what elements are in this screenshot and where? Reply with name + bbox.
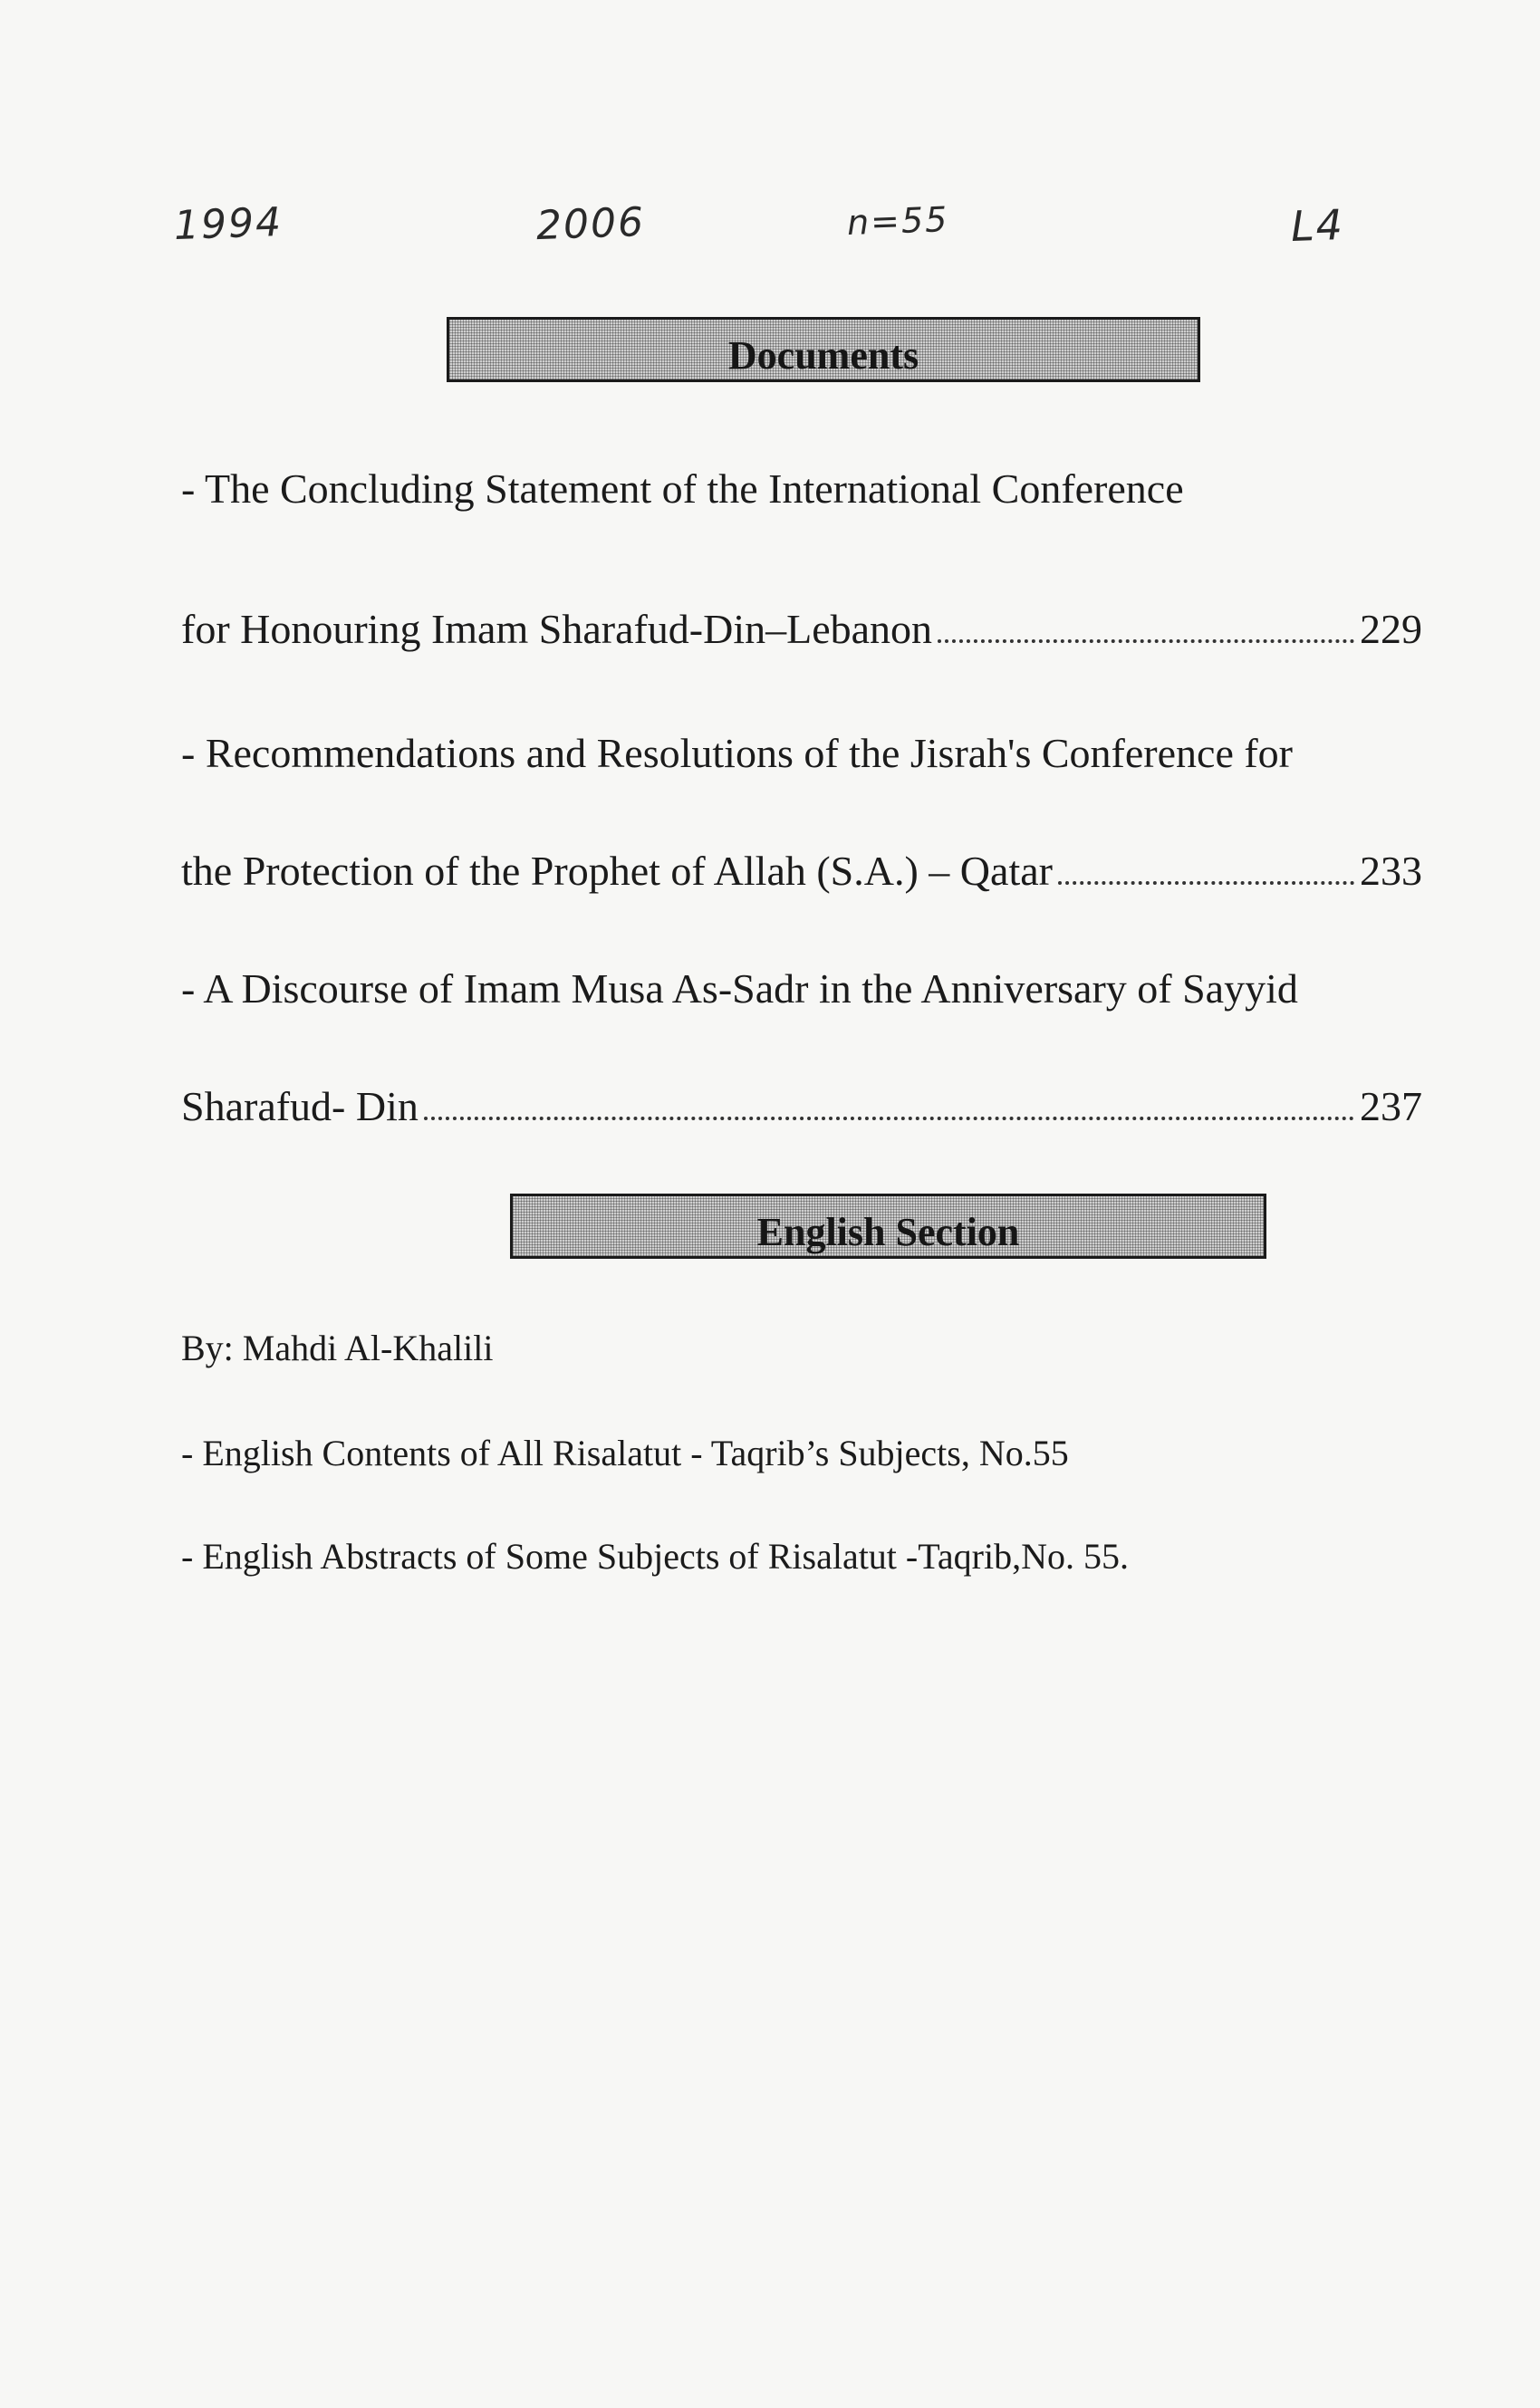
- toc-entry-1-line-1: - The Concluding Statement of the International Conference: [181, 465, 1184, 512]
- toc-entry-3-line-2: [181, 1084, 1422, 1130]
- toc-entry-3-line-1: - A Discourse of Imam Musa As-Sadr in the Anniversary of Sayyid: [181, 965, 1298, 1012]
- documents-header-title: Documents: [727, 333, 919, 378]
- english-section-header: [510, 1194, 1266, 1259]
- english-section-author: By: Mahdi Al-Khalili: [181, 1328, 494, 1368]
- toc-entry-1-title-end: for Honouring Imam Sharafud-Din–Lebanon: [181, 606, 933, 652]
- english-section-item-1: - English Contents of All Risalatut - Taqrib’s Subjects, No.55: [181, 1433, 1069, 1473]
- toc-entry-2-line-2: [181, 849, 1422, 895]
- toc-entry-2-page: 233: [1360, 848, 1422, 894]
- english-header-title: English Section: [756, 1210, 1020, 1254]
- toc-entry-3-title-end: Sharafud- Din: [181, 1083, 419, 1129]
- handwritten-note-issue: n=55: [846, 199, 950, 243]
- handwritten-note-year-1: 1994: [173, 198, 284, 250]
- toc-entry-1-line-2: [181, 607, 1422, 653]
- dot-leader: [1058, 881, 1354, 885]
- toc-entry-3-page: 237: [1360, 1083, 1422, 1129]
- handwritten-note-code: L4: [1290, 199, 1345, 252]
- documents-section-header: [447, 317, 1200, 382]
- toc-entry-2-line-1: - Recommendations and Resolutions of the Jisrah's Conference for: [181, 730, 1293, 776]
- handwritten-note-year-2: 2006: [535, 198, 646, 250]
- dot-leader: [938, 639, 1354, 643]
- english-section-item-2: - English Abstracts of Some Subjects of Risalatut -Taqrib,No. 55.: [181, 1536, 1129, 1577]
- dot-leader: [424, 1117, 1354, 1120]
- toc-entry-1-page: 229: [1360, 606, 1422, 652]
- toc-entry-2-title-end: the Protection of the Prophet of Allah (S.A.) – Qatar: [181, 848, 1053, 894]
